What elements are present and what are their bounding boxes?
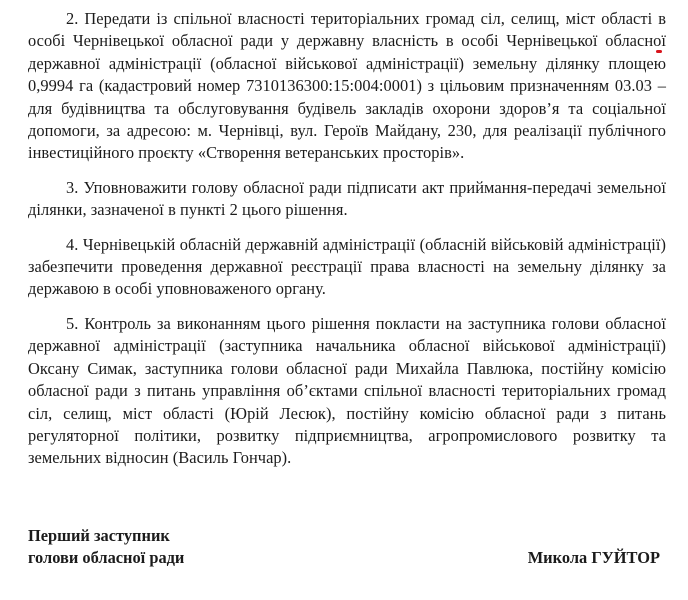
signatory-title-line-1: Перший заступник xyxy=(28,526,170,545)
paragraph-2-start: 2. Передати із спільної власності територіальних громад сіл, селищ, міст області xyxy=(66,9,659,28)
paragraph-2 xyxy=(28,8,666,165)
highlighted-phrase: в особі Чернівецької обласної ради у державну власність xyxy=(28,9,666,51)
paragraph-3: 3. Уповноважити голову обласної ради підписати акт приймання-передачі земельної ділянки, зазначеної в пункті 2 цього рішення. xyxy=(28,177,666,220)
paragraph-2-end: в особі Чернівецької обласної державної адміністрації (обласної військової адміністрації) земельну ділянку площею 0,9994 га (кадастровий номер 7310136300:15:004:0001) з цільовим призначенням 03.03 – для будівництва та обслуговування будівель закладів охорони здоров’я та соціальної допомоги, за адресою: м. Чернівці, вул. Героїв Майдану, 230, для реалізації публічного інвестиційного проєкту «Створення ветеранських просторів». xyxy=(28,31,667,163)
signatory-title xyxy=(28,525,184,570)
signature-block xyxy=(28,525,666,585)
paragraph-4: 4. Чернівецькій обласній державній адміністрації (обласній військовій адміністрації) забезпечити проведення державної реєстрації права власності на земельну ділянку за державою в особі уповноваженого органу. xyxy=(28,234,666,299)
signatory-title-line-2: голови обласної ради xyxy=(28,548,185,568)
document-body xyxy=(28,8,666,482)
signatory-name: Микола ГУЙТОР xyxy=(527,548,660,567)
paragraph-5: 5. Контроль за виконанням цього рішення покласти на заступника голови обласної державної адміністрації (заступника начальника обласної військової адміністрації) Оксану Симак, заступника голови обласної ради Михайла Павлюка, постійну комісію обласної ради з питань управління об’єктами спільної власності територіальних громад сіл, селищ, міст області (Юрій Лесюк), постійну комісію обласної ради з питань регуляторної політики, розвитку підприємництва, агропромислового розвитку та земельних відносин (Василь Гончар). xyxy=(28,313,666,468)
